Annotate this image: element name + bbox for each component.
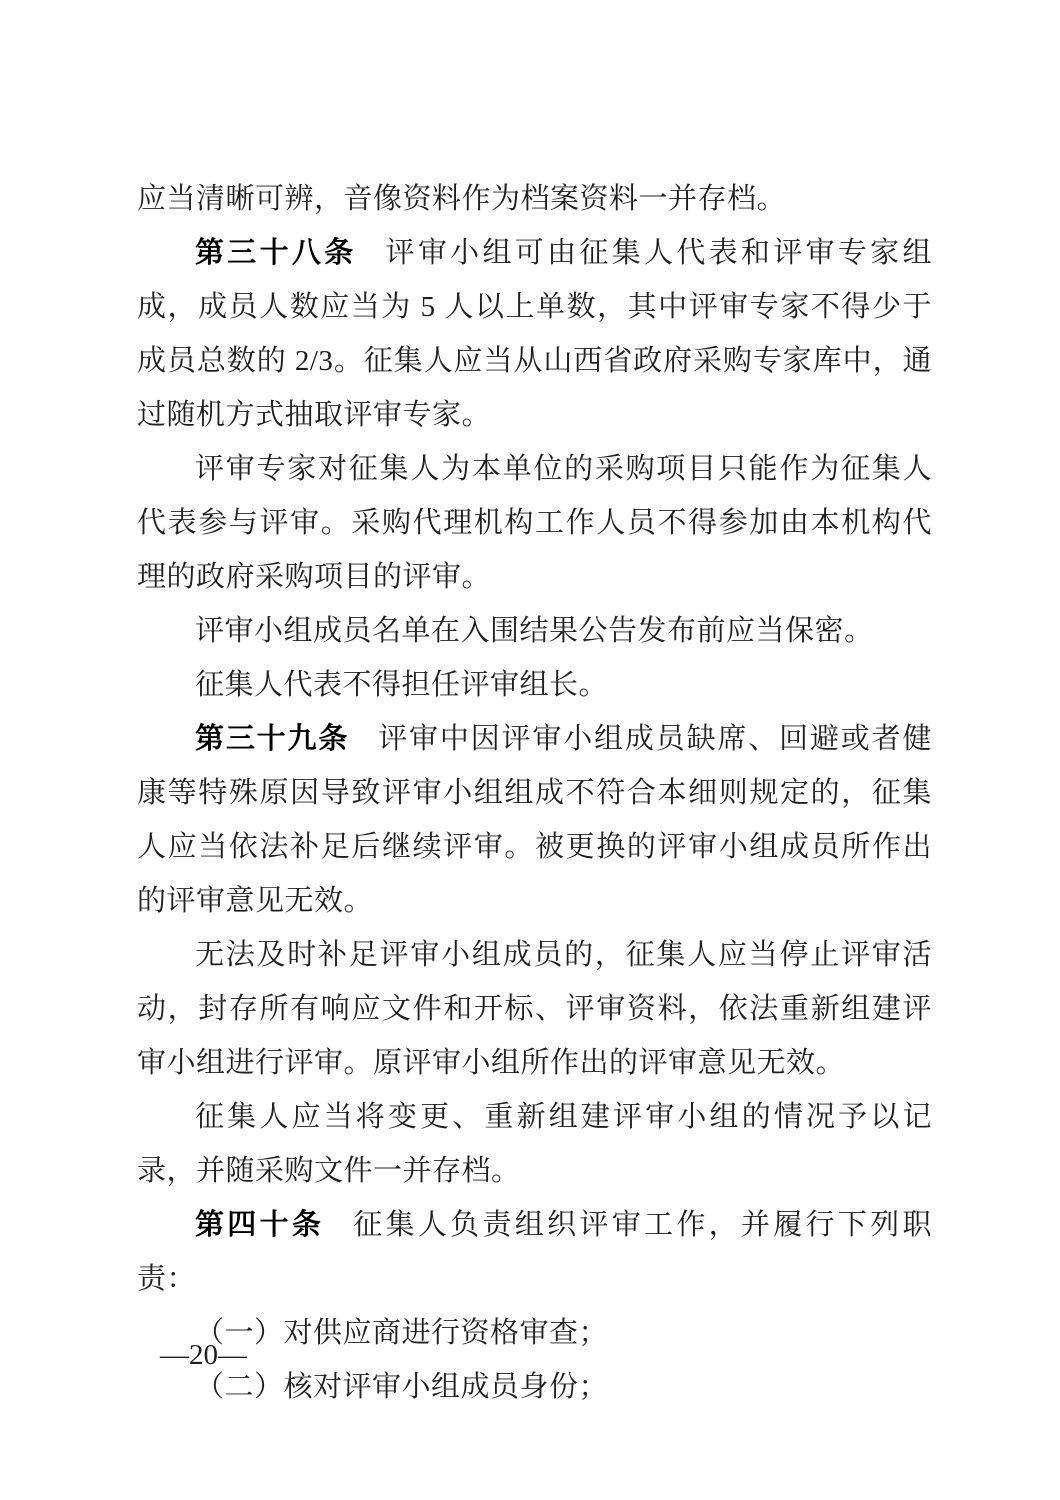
article-number: 第三十八条 bbox=[195, 237, 357, 269]
document-body bbox=[137, 172, 932, 1414]
article-number: 第四十条 bbox=[195, 1209, 325, 1241]
paragraph bbox=[137, 442, 932, 604]
paragraph-text: 无法及时补足评审小组成员的，征集人应当停止评审活动，封存所有响应文件和开标、评审资料，依法重新组建评审小组进行评审。原评审小组所作出的评审意见无效。 bbox=[137, 939, 932, 1079]
paragraph-text: 评审小组可由征集人代表和评审专家组成，成员人数应当为 5 人以上单数，其中评审专家不得少于成员总数的 2/3。征集人应当从山西省政府采购专家库中，通过随机方式抽取评审专家。 bbox=[137, 237, 932, 431]
paragraph-text: 评审专家对征集人为本单位的采购项目只能作为征集人代表参与评审。采购代理机构工作人员不得参加由本机构代理的政府采购项目的评审。 bbox=[137, 453, 932, 593]
paragraph bbox=[137, 1360, 932, 1414]
paragraph bbox=[137, 1306, 932, 1360]
paragraph-text: 评审中因评审小组成员缺席、回避或者健康等特殊原因导致评审小组组成不符合本细则规定的，征集人应当依法补足后继续评审。被更换的评审小组成员所作出的评审意见无效。 bbox=[137, 723, 932, 917]
paragraph-text: 评审小组成员名单在入围结果公告发布前应当保密。 bbox=[195, 615, 874, 647]
paragraph bbox=[137, 658, 932, 712]
paragraph bbox=[137, 172, 932, 226]
paragraph bbox=[137, 604, 932, 658]
paragraph bbox=[137, 928, 932, 1090]
paragraph-text: （一）对供应商进行资格审查； bbox=[195, 1317, 609, 1349]
page-number: —20— bbox=[160, 1339, 247, 1371]
paragraph-text: 征集人代表不得担任评审组长。 bbox=[195, 669, 609, 701]
paragraph-text: （二）核对评审小组成员身份； bbox=[195, 1371, 609, 1403]
paragraph-text: 征集人应当将变更、重新组建评审小组的情况予以记录，并随采购文件一并存档。 bbox=[137, 1101, 932, 1187]
paragraph-text: 征集人负责组织评审工作，并履行下列职责： bbox=[137, 1209, 932, 1295]
paragraph bbox=[137, 712, 932, 928]
paragraph bbox=[137, 1090, 932, 1198]
article-number: 第三十九条 bbox=[195, 723, 350, 755]
paragraph-text: 应当清晰可辨，音像资料作为档案资料一并存档。 bbox=[137, 183, 787, 215]
paragraph bbox=[137, 1198, 932, 1306]
paragraph bbox=[137, 226, 932, 442]
